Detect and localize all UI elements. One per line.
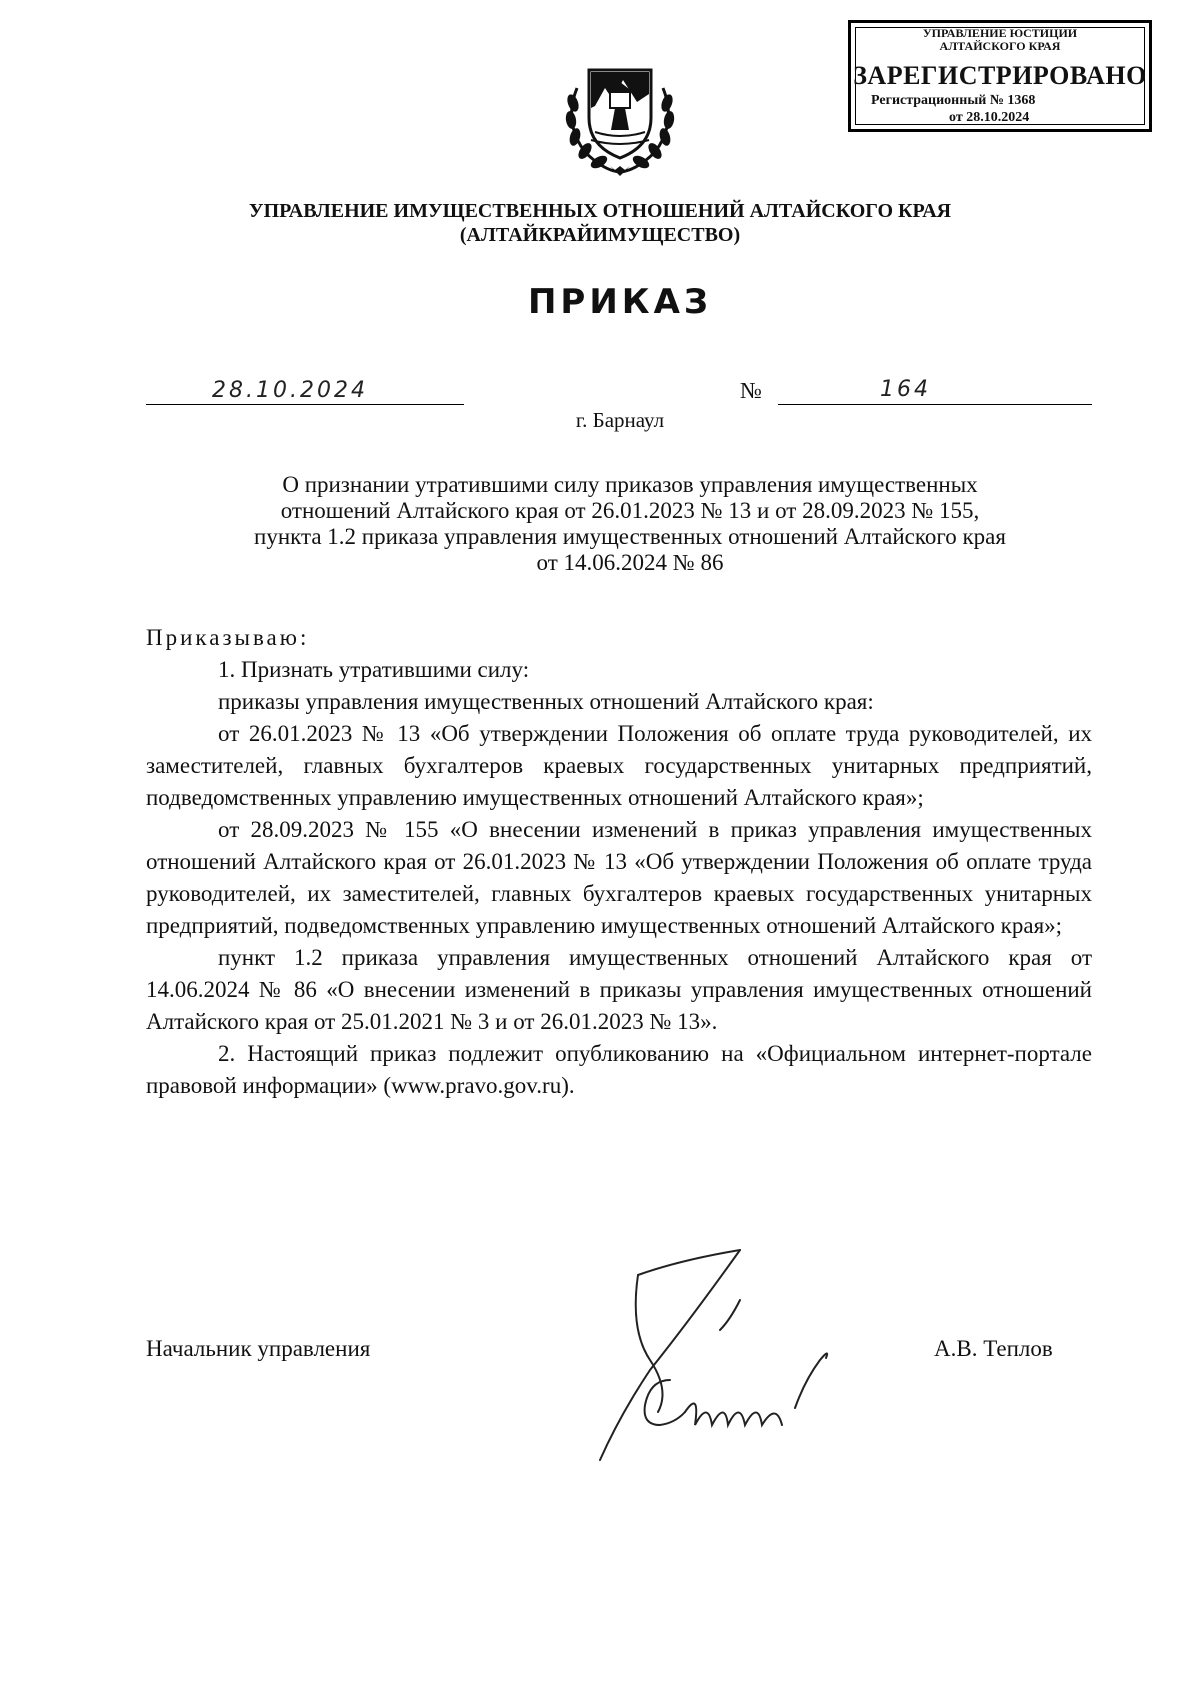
coat-of-arms-icon [555,48,685,178]
organization-name: УПРАВЛЕНИЕ ИМУЩЕСТВЕННЫХ ОТНОШЕНИЙ АЛТАЙСКОГО КРАЯ [248,200,952,222]
handwritten-number: 164 [880,377,931,402]
number-label: № [740,378,762,403]
handwritten-signature-icon [590,1240,910,1480]
subject-line: от 14.06.2024 № 86 [536,550,724,575]
paragraph-1: 1. Признать утратившими силу: [218,657,530,682]
order-word: Приказываю: [146,625,310,650]
stamp-authority: УПРАВЛЕНИЕ ЮСТИЦИИ АЛТАЙСКОГО КРАЯ [922,26,1078,53]
handwritten-date: 28.10.2024 [212,378,368,403]
subject-line: отношений Алтайского края от 26.01.2023 № 13 и от 28.09.2023 № 155, [280,498,980,523]
paragraph-3: от 26.01.2023 № 13 «Об утверждении Положения об оплате труда руководителей, их заместителей, главных бухгалтеров краевых государственных унитарных предприятий, подведомственных управлению имущественных отношений Алтайского края»; [146,721,1092,810]
subject-line: О признании утратившими силу приказов управления имущественных [282,472,978,497]
document-body [146,622,1092,1102]
paragraph-5: пункт 1.2 приказа управления имущественных отношений Алтайского края от 14.06.2024 № 86 «О внесении изменений в приказы управления имущественных отношений Алтайского края от 25.01.2021 № 3 и от 26.01.2023 № 13». [146,945,1092,1034]
paragraph-2: приказы управления имущественных отношений Алтайского края: [218,689,874,714]
number-underline [778,404,1092,405]
document-type-title: ПРИКАЗ [527,282,713,322]
city: г. Барнаул [575,408,665,432]
stamp-registration-date: от 28.10.2024 [949,110,1030,125]
organization-short-name: (АЛТАЙКРАЙИМУЩЕСТВО) [459,224,741,246]
stamp-registration-number: Регистрационный № 1368 [871,93,1036,108]
stamp-status: ЗАРЕГИСТРИРОВАНО [853,61,1147,90]
document-subject [180,472,1080,576]
paragraph-4: от 28.09.2023 № 155 «О внесении изменений в приказ управления имущественных отношений Алтайского края от 26.01.2023 № 13 «Об утверждении Положения об оплате труда руководителей, их заместителей, главных бухгалтеров краевых государственных унитарных предприятий, подведомственных управлению имущественных отношений Алтайского края»; [146,817,1092,938]
signatory-position: Начальник управления [146,1336,371,1361]
registration-stamp [848,20,1152,132]
paragraph-6: 2. Настоящий приказ подлежит опубликованию на «Официальном интернет-портале правовой информации» (www.pravo.gov.ru). [146,1041,1092,1098]
signatory-name: А.В. Теплов [934,1336,1053,1361]
date-underline [146,404,464,405]
subject-line: пункта 1.2 приказа управления имущественных отношений Алтайского края [254,524,1006,549]
